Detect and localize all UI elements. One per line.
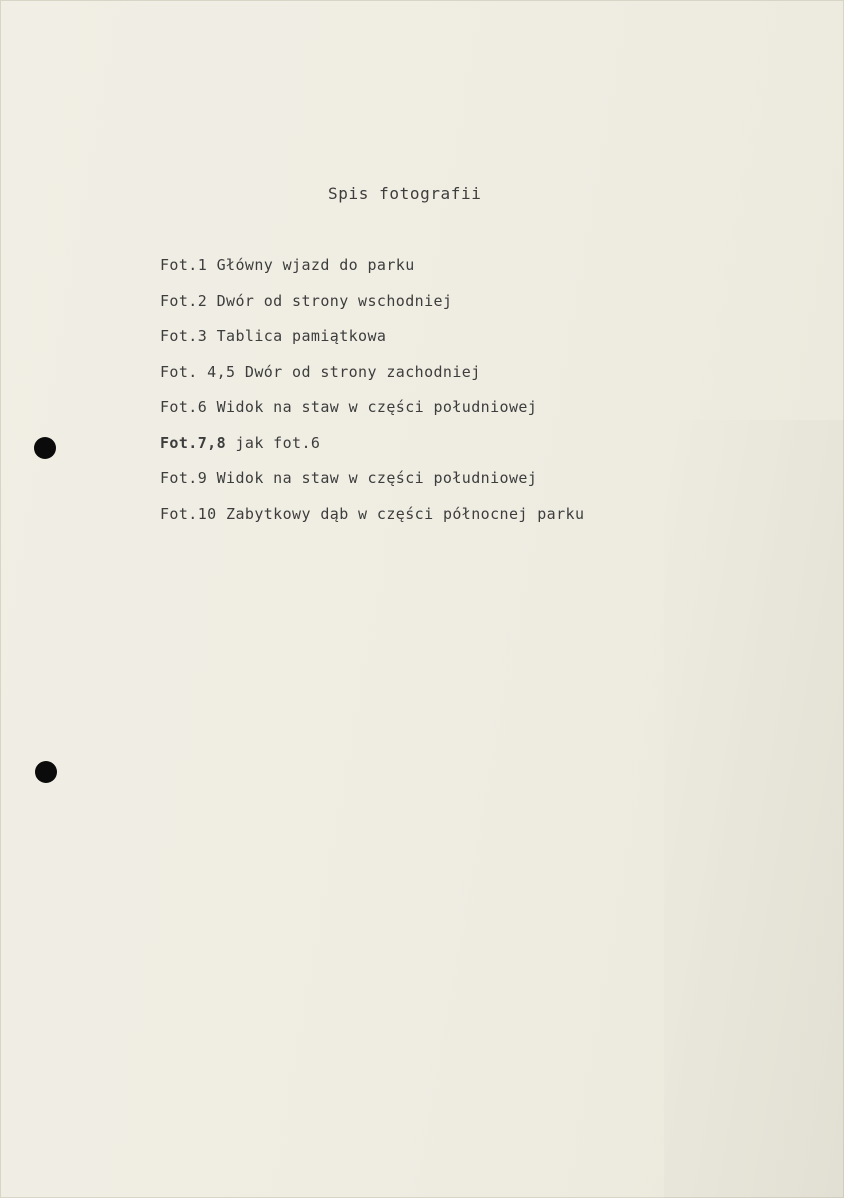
list-item xyxy=(160,325,584,361)
photo-label: Fot.6 xyxy=(160,398,208,416)
photo-description: jak fot.6 xyxy=(235,433,321,452)
photo-description: Widok na staw w części południowej xyxy=(216,398,538,416)
photo-label: Fot. 4,5 xyxy=(160,362,236,381)
list-item xyxy=(160,396,584,432)
photo-description: Dwór od strony zachodniej xyxy=(244,362,481,381)
list-item xyxy=(160,467,584,503)
list-item xyxy=(160,361,584,397)
photo-description: Dwór od strony wschodniej xyxy=(216,291,453,310)
photo-description: Tablica pamiątkowa xyxy=(216,327,387,345)
photo-label: Fot.2 xyxy=(160,291,208,310)
photo-label: Fot.3 xyxy=(160,327,208,345)
list-item xyxy=(160,254,584,290)
photo-label: Fot.7,8 xyxy=(160,433,227,452)
photo-list xyxy=(160,254,584,538)
list-item xyxy=(160,503,584,539)
document-title: Spis fotografii xyxy=(328,184,482,203)
list-item xyxy=(160,290,584,326)
photo-description: Widok na staw w części południowej xyxy=(216,469,538,487)
list-item xyxy=(160,432,584,468)
photo-label: Fot.9 xyxy=(160,469,208,487)
photo-description: Zabytkowy dąb w części północnej parku xyxy=(226,504,585,523)
photo-description: Główny wjazd do parku xyxy=(216,256,415,274)
photo-label: Fot.1 xyxy=(160,256,208,274)
punch-hole-top xyxy=(34,437,56,459)
punch-hole-bottom xyxy=(35,761,57,783)
paper-shading xyxy=(664,420,844,1198)
photo-label: Fot.10 xyxy=(160,504,217,523)
